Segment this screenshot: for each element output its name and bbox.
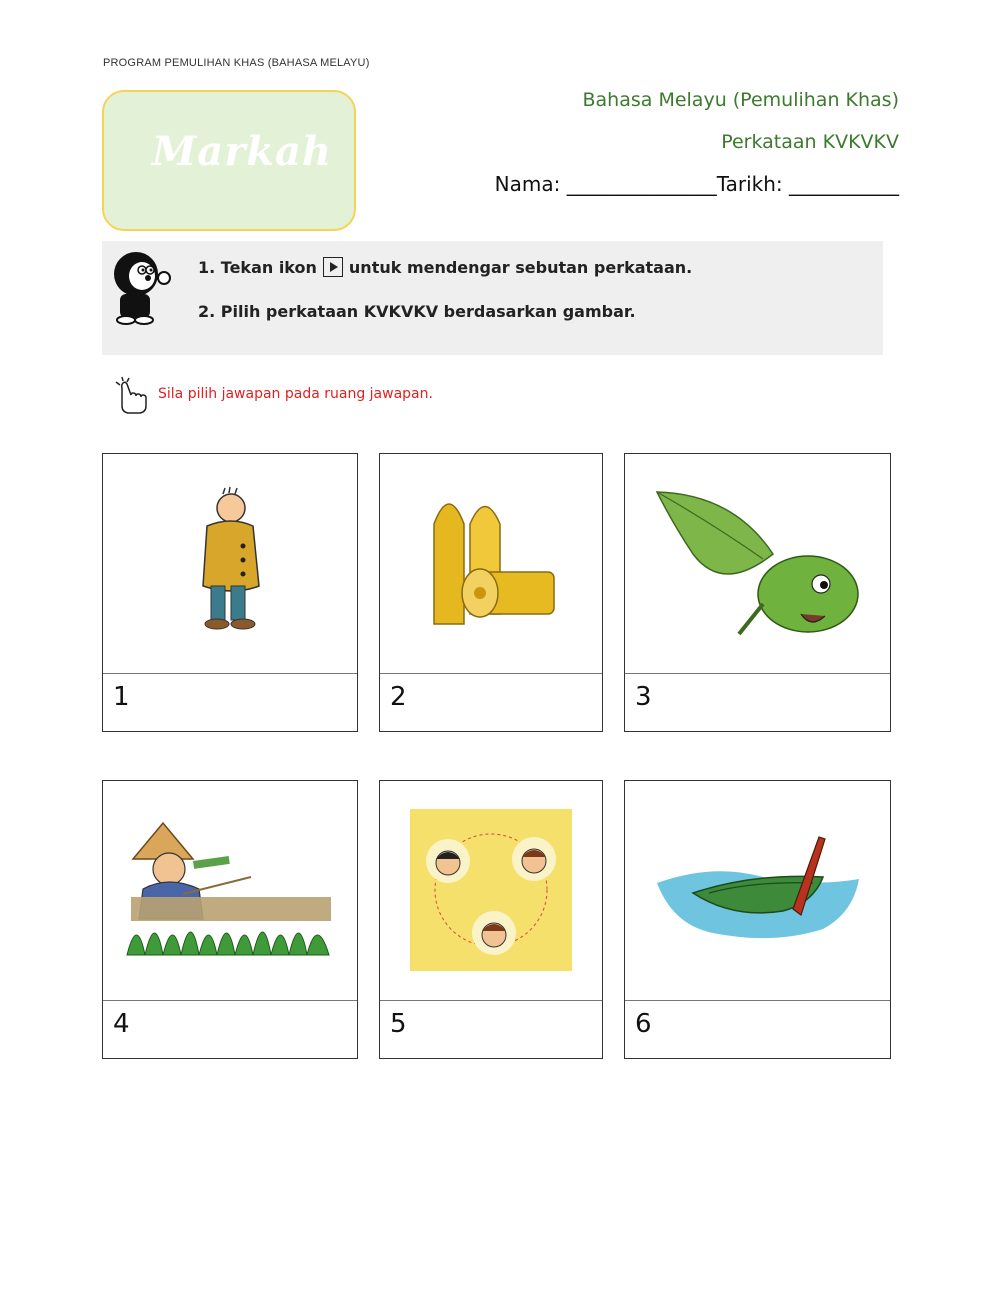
card-number: 4 (113, 1009, 130, 1039)
subject-title: Bahasa Melayu (Pemulihan Khas) (582, 89, 899, 111)
picture-card-4[interactable] (102, 780, 358, 1059)
card-number: 2 (390, 682, 407, 712)
picture-card-2[interactable] (379, 453, 603, 732)
bullets-icon (424, 484, 564, 644)
card-number: 3 (635, 682, 652, 712)
topic-title: Perkataan KVKVKV (721, 131, 899, 153)
instruction-step-1 (198, 257, 692, 277)
card-number: 1 (113, 682, 130, 712)
name-date-field[interactable]: Nama: _______________Tarikh: ___________ (494, 172, 899, 196)
picture-card-5[interactable] (379, 780, 603, 1059)
picture-card-6[interactable] (624, 780, 891, 1059)
mascot-icon (108, 248, 178, 326)
friends-faces-icon (410, 809, 572, 971)
picture-area (625, 454, 890, 674)
score-label: Markah (152, 128, 332, 175)
farmer-paddy-icon (123, 819, 338, 959)
instruction-step-2: 2. Pilih perkataan KVKVKV berdasarkan gambar. (198, 302, 636, 321)
picture-area (380, 454, 602, 674)
program-header: PROGRAM PEMULIHAN KHAS (BAHASA MELAYU) (103, 57, 370, 69)
tadpole-icon (653, 484, 863, 644)
instruction-step-1-suffix: untuk mendengar sebutan perkataan. (348, 257, 693, 277)
picture-card-3[interactable] (624, 453, 891, 732)
picture-area (103, 454, 357, 674)
card-number: 6 (635, 1009, 652, 1039)
hint-text: Sila pilih jawapan pada ruang jawapan. (158, 386, 433, 402)
pointing-hand-icon (108, 376, 150, 416)
picture-area (625, 781, 890, 1001)
boat-icon (653, 833, 863, 953)
play-icon (323, 257, 343, 277)
picture-card-1[interactable] (102, 453, 358, 732)
card-number: 5 (390, 1009, 407, 1039)
picture-area (103, 781, 357, 1001)
picture-area (380, 781, 602, 1001)
instruction-step-1-prefix: 1. Tekan ikon (198, 257, 317, 277)
man-icon (173, 486, 283, 636)
